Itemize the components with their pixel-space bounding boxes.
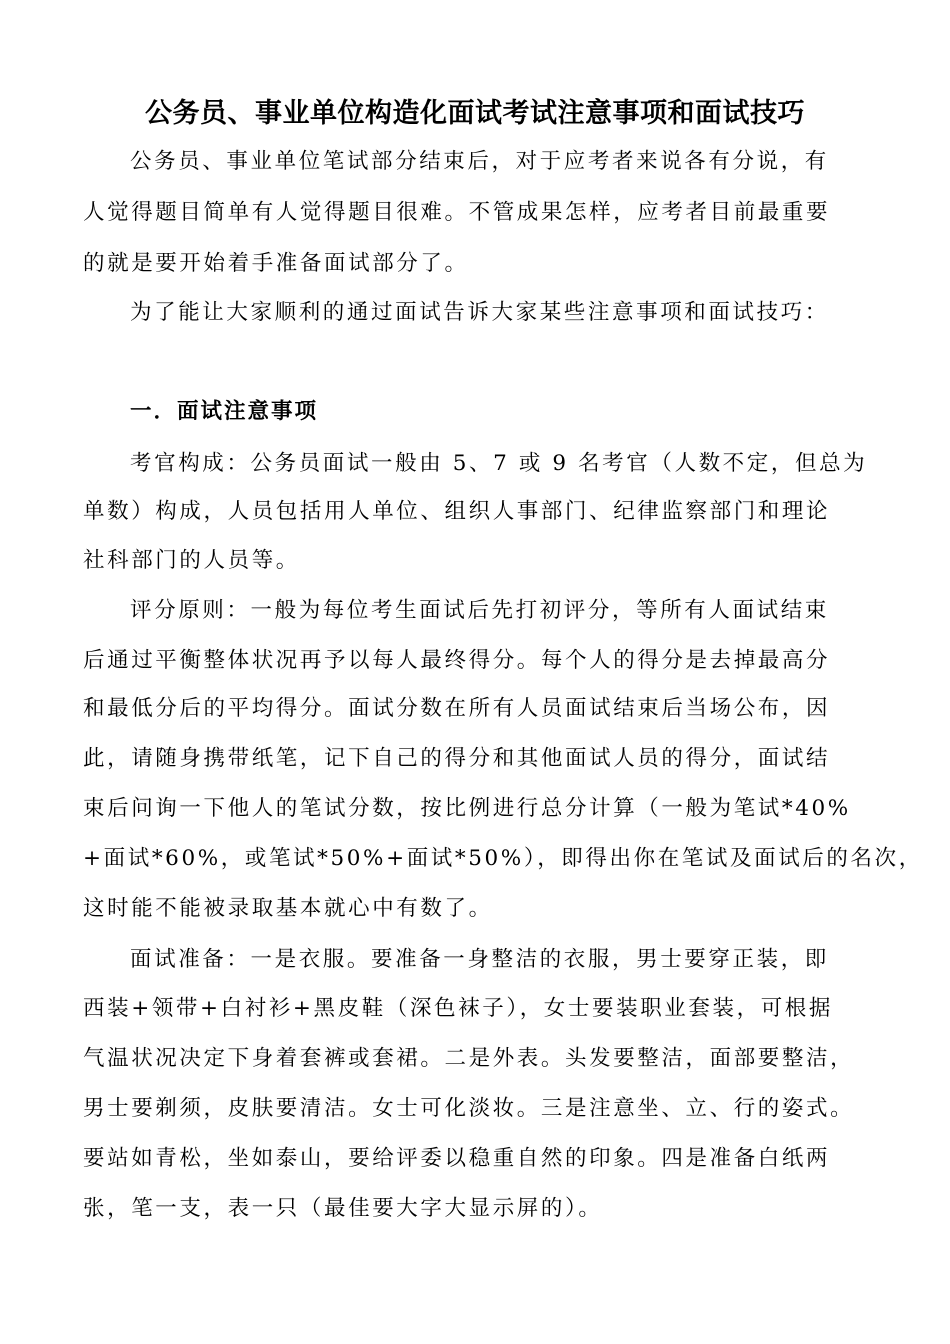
preparation-line: 气温状况决定下身着套裤或套裙。二是外表。头发要整洁，面部要整洁， xyxy=(83,1046,855,1071)
examiners-line: 社科部门的人员等。 xyxy=(83,548,300,573)
preparation-line: 要站如青松，坐如泰山，要给评委以稳重自然的印象。四是准备白纸两 xyxy=(83,1146,831,1171)
scoring-line: 此，请随身携带纸笔，记下自己的得分和其他面试人员的得分，面试结 xyxy=(83,746,831,771)
document-title: 公务员、事业单位构造化面试考试注意事项和面试技巧 xyxy=(145,98,805,129)
intro-line: 公务员、事业单位笔试部分结束后，对于应考者来说各有分说，有 xyxy=(130,149,829,174)
examiners-line: 单数）构成，人员包括用人单位、组织人事部门、纪律监察部门和理论 xyxy=(83,499,831,524)
scoring-line: 后通过平衡整体状况再予以每人最终得分。每个人的得分是去掉最高分 xyxy=(83,648,831,673)
scoring-line: 和最低分后的平均得分。面试分数在所有人员面试结束后当场公布，因 xyxy=(83,696,831,721)
intro-line: 的就是要开始着手准备面试部分了。 xyxy=(83,251,469,276)
preparation-line: 西装+领带+白衬衫+黑皮鞋（深色袜子），女士要装职业套装，可根据 xyxy=(83,996,833,1021)
scoring-line: 评分原则：一般为每位考生面试后先打初评分，等所有人面试结束 xyxy=(130,598,829,623)
scoring-line: +面试*60%，或笔试*50%+面试*50%），即得出你在笔试及面试后的名次， xyxy=(83,846,923,871)
preparation-line: 面试准备：一是衣服。要准备一身整洁的衣服，男士要穿正装，即 xyxy=(130,947,829,972)
examiners-line: 考官构成：公务员面试一般由 5、7 或 9 名考官（人数不定，但总为 xyxy=(130,451,868,476)
section-heading: 一．面试注意事项 xyxy=(130,399,319,424)
preparation-line: 张，笔一支，表一只（最佳要大字大显示屏的）。 xyxy=(83,1196,603,1221)
scoring-line: 这时能不能被录取基本就心中有数了。 xyxy=(83,896,493,921)
intro-line: 人觉得题目简单有人觉得题目很难。不管成果怎样，应考者目前最重要 xyxy=(83,200,831,225)
intro-line: 为了能让大家顺利的通过面试告诉大家某些注意事项和面试技巧： xyxy=(130,300,829,325)
scoring-line: 束后问询一下他人的笔试分数，按比例进行总分计算（一般为笔试*40% xyxy=(83,796,851,821)
preparation-line: 男士要剃须，皮肤要清洁。女士可化淡妆。三是注意坐、立、行的姿式。 xyxy=(83,1096,855,1121)
